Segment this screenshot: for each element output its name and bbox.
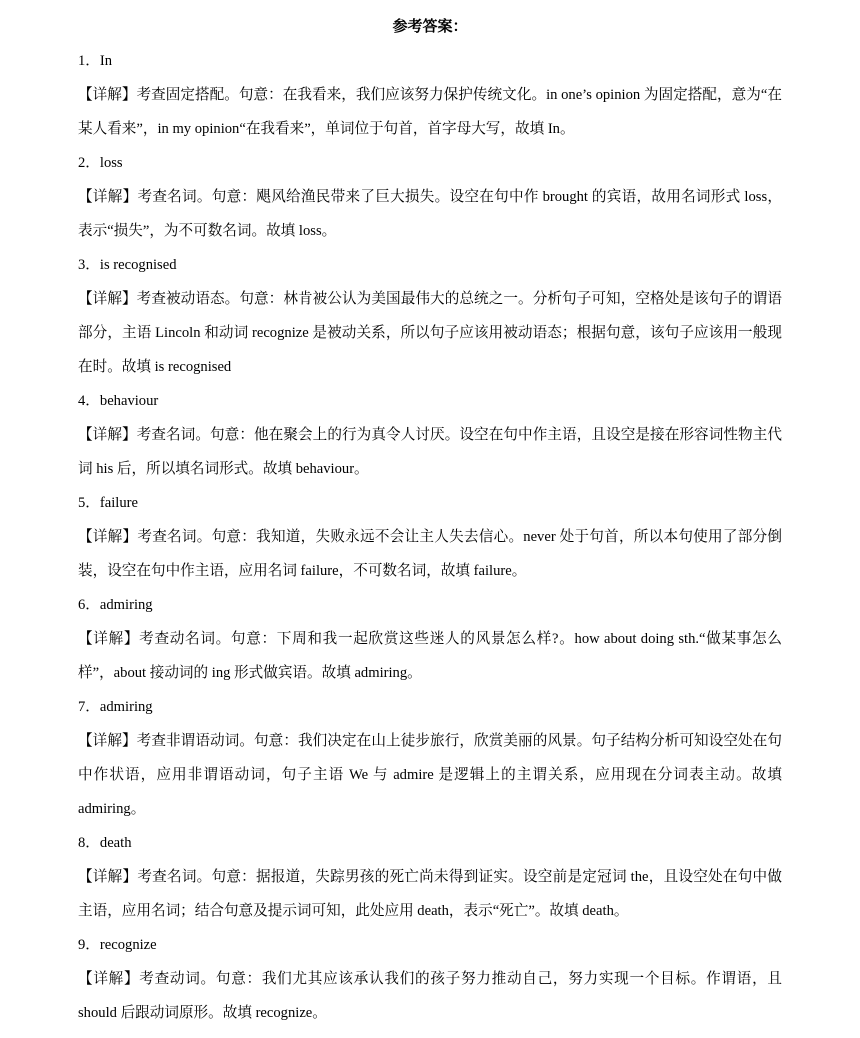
answer-text: admiring: [99, 699, 153, 715]
answer-item-6: [78, 588, 782, 690]
number-separator: ．: [85, 835, 100, 851]
answer-text: failure: [99, 495, 138, 511]
explain-tag: 【详解】: [78, 869, 138, 885]
answer-text: behaviour: [99, 393, 159, 409]
explain-tag: 【详解】: [78, 291, 137, 307]
answer-line: [78, 588, 782, 622]
explanation-text: 考查名词。句意：我知道，失败永远不会让主人失去信心。never 处于句首，所以本句使用了部分倒装，设空在句中作主语，应用名词 failure，不可数名词，故填 failure。: [78, 529, 782, 579]
explanation-paragraph: [78, 282, 782, 384]
item-number: 3: [78, 257, 86, 273]
number-separator: ．: [85, 699, 100, 715]
explain-tag: 【详解】: [78, 529, 138, 545]
answer-line: [78, 928, 782, 962]
number-separator: ．: [85, 597, 100, 613]
explanation-paragraph: [78, 962, 782, 1030]
answer-line: [78, 826, 782, 860]
answer-item-4: [78, 384, 782, 486]
explanation-text: 考查固定搭配。句意：在我看来，我们应该努力保护传统文化。in one’s opinion 为固定搭配，意为“在某人看来”，in my opinion“在我看来”，单词位于句首，首字母大写，故填 In。: [78, 87, 782, 137]
item-number: 4: [78, 393, 86, 409]
answer-item-7: [78, 690, 782, 826]
explanation-text: 考查被动语态。句意：林肯被公认为美国最伟大的总统之一。分析句子可知，空格处是该句子的谓语部分，主语 Lincoln 和动词 recognize 是被动关系，所以句子应该用被动语态；根据句意，该句子应该用一般现在时。故填 is recognised: [78, 291, 782, 375]
explain-tag: 【详解】: [78, 733, 137, 749]
item-number: 8: [78, 835, 86, 851]
explanation-paragraph: [78, 418, 782, 486]
item-number: 9: [78, 937, 86, 953]
answer-text: death: [99, 835, 132, 851]
answer-text: In: [99, 53, 113, 69]
explain-tag: 【详解】: [78, 87, 137, 103]
answer-text: loss: [99, 155, 123, 171]
number-separator: ．: [85, 937, 100, 953]
answer-item-9: [78, 928, 782, 1030]
explanation-text: 考查非谓语动词。句意：我们决定在山上徒步旅行，欣赏美丽的风景。句子结构分析可知设空处在句中作状语，应用非谓语动词，句子主语 We 与 admire 是逻辑上的主谓关系，应用现在分词表主动。故填 admiring。: [78, 733, 782, 817]
explanation-text: 考查名词。句意：飓风给渔民带来了巨大损失。设空在句中作 brought 的宾语，故用名词形式 loss，表示“损失”，为不可数名词。故填 loss。: [78, 189, 782, 239]
page-title: 参考答案：: [392, 19, 468, 35]
answer-text: is recognised: [99, 257, 177, 273]
explain-tag: 【详解】: [78, 631, 140, 647]
answer-text: admiring: [99, 597, 153, 613]
answer-line: [78, 384, 782, 418]
answer-line: [78, 248, 782, 282]
number-separator: ．: [85, 393, 100, 409]
number-separator: ．: [85, 155, 100, 171]
answer-item-5: [78, 486, 782, 588]
answer-line: [78, 44, 782, 78]
item-number: 1: [78, 53, 86, 69]
explanation-paragraph: [78, 78, 782, 146]
answer-item-3: [78, 248, 782, 384]
answer-line: [78, 690, 782, 724]
explanation-paragraph: [78, 622, 782, 690]
explanation-text: 考查名词。句意：据报道，失踪男孩的死亡尚未得到证实。设空前是定冠词 the，且设空处在句中做主语，应用名词；结合句意及提示词可知，此处应用 death，表示“死亡”。故填 death。: [78, 869, 782, 919]
explanation-paragraph: [78, 724, 782, 826]
answer-list: [78, 44, 782, 1030]
item-number: 2: [78, 155, 86, 171]
explanation-text: 考查动词。句意：我们尤其应该承认我们的孩子努力推动自己，努力实现一个目标。作谓语，且 should 后跟动词原形。故填 recognize。: [78, 971, 782, 1021]
explain-tag: 【详解】: [78, 427, 137, 443]
explain-tag: 【详解】: [78, 189, 138, 205]
answer-line: [78, 146, 782, 180]
explanation-text: 考查名词。句意：他在聚会上的行为真令人讨厌。设空在句中作主语，且设空是接在形容词性物主代词 his 后，所以填名词形式。故填 behaviour。: [78, 427, 782, 477]
answer-item-2: [78, 146, 782, 248]
item-number: 7: [78, 699, 86, 715]
answer-text: recognize: [99, 937, 157, 953]
explain-tag: 【详解】: [78, 971, 140, 987]
explanation-text: 考查动名词。句意：下周和我一起欣赏这些迷人的风景怎么样?。how about doing sth.“做某事怎么样”，about 接动词的 ing 形式做宾语。故填 admiring。: [78, 631, 782, 681]
answer-item-1: [78, 44, 782, 146]
item-number: 5: [78, 495, 86, 511]
number-separator: ．: [85, 495, 100, 511]
item-number: 6: [78, 597, 86, 613]
number-separator: ．: [85, 53, 100, 69]
explanation-paragraph: [78, 180, 782, 248]
answer-line: [78, 486, 782, 520]
explanation-paragraph: [78, 520, 782, 588]
explanation-paragraph: [78, 860, 782, 928]
answer-item-8: [78, 826, 782, 928]
number-separator: ．: [85, 257, 100, 273]
